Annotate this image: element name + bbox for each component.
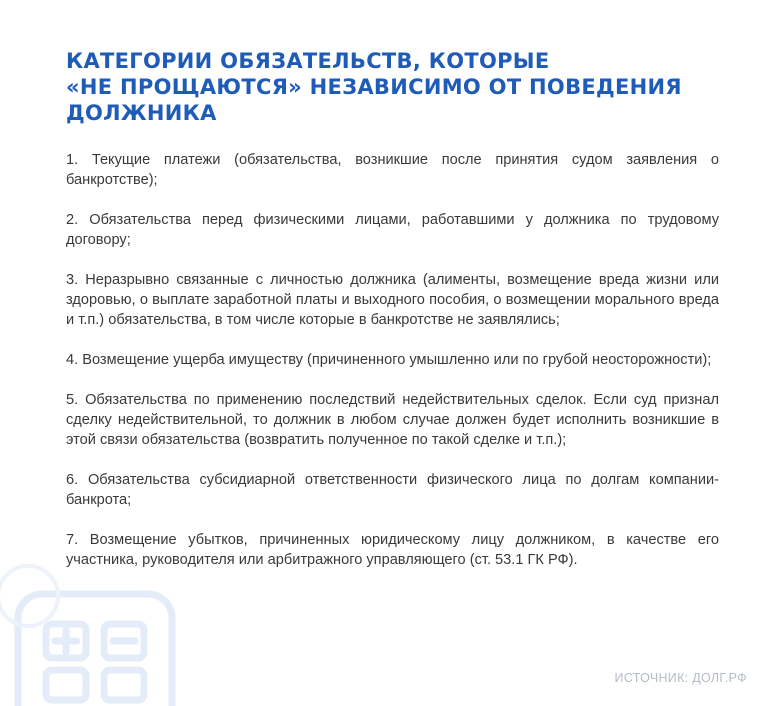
source-credit: ИСТОЧНИК: ДОЛГ.РФ	[614, 671, 747, 685]
list-item-3: 3. Неразрывно связанные с личностью должника (алименты, возмещение вреда жизни или здоровью, о выплате заработной платы и выходного пособия, о возмещении морального вреда и т.п.) обязательства, в том числе которые в банкротстве не заявлялись;	[66, 272, 719, 328]
title-line-3: ДОЛЖНИКА	[66, 101, 217, 125]
title-line-2: «НЕ ПРОЩАЮТСЯ» НЕЗАВИСИМО ОТ ПОВЕДЕНИЯ	[66, 75, 682, 99]
list-item-2: 2. Обязательства перед физическими лицами, работавшими у должника по трудовому договору;	[66, 212, 719, 248]
list-item-4: 4. Возмещение ущерба имуществу (причиненного умышленно или по грубой неосторожности);	[66, 352, 712, 368]
list-item-7: 7. Возмещение убытков, причиненных юридическому лицу должником, в качестве его участника, руководителя или арбитражного управляющего (ст. 53.1 ГК РФ).	[66, 532, 719, 568]
list-item-6: 6. Обязательства субсидиарной ответственности физического лица по долгам компании-банкрота;	[66, 472, 719, 508]
calculator-icon	[0, 560, 200, 706]
page-title	[66, 48, 719, 126]
obligations-list	[66, 150, 719, 570]
list-item-1: 1. Текущие платежи (обязательства, возникшие после принятия судом заявления о банкротстве);	[66, 152, 719, 188]
title-line-1: КАТЕГОРИИ ОБЯЗАТЕЛЬСТВ, КОТОРЫЕ	[66, 49, 550, 73]
list-item-5: 5. Обязательства по применению последствий недействительных сделок. Если суд признал сделку недействительной, то должник в любом случае должен будет исполнить возникшие в этой связи обязательства (возвратить полученное по такой сделке и т.п.);	[66, 392, 719, 448]
